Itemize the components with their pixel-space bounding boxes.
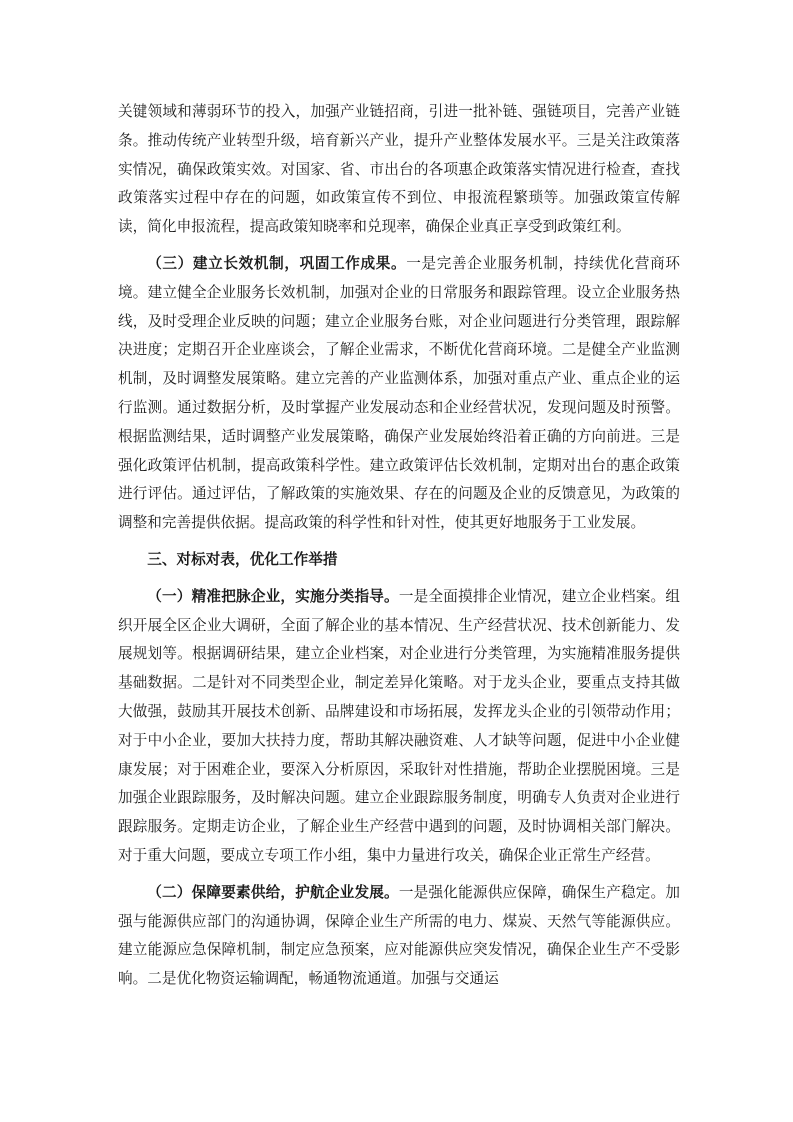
paragraph-long-term-mechanism xyxy=(118,250,680,538)
paragraph-text: 一是强化能源供应保障，确保生产稳定。加强与能源供应部门的沟通协调，保障企业生产所需的电力、煤炭、天然气等能源供应。建立能源应急保障机制，制定应急预案，应对能源供应突发情况，确保企业生产不受影响。二是优化物资运输调配，畅通物流通道。加强与交通运 xyxy=(118,883,681,988)
paragraph-factor-supply xyxy=(118,879,680,994)
paragraph-continued xyxy=(118,98,680,242)
paragraph-text: 关键领域和薄弱环节的投入，加强产业链招商，引进一批补链、强链项目，完善产业链条。推动传统产业转型升级，培育新兴产业，提升产业整体发展水平。三是关注政策落实情况，确保政策实效。对国家、省、市出台的各项惠企政策落实情况进行检查，查找政策落实过程中存在的问题，如政策宣传不到位、申报流程繁琐等。加强政策宣传解读，简化申报流程，提高政策知晓率和兑现率，确保企业真正享受到政策红利。 xyxy=(118,103,680,236)
paragraph-lead-heading: （二）保障要素供给，护航企业发展。 xyxy=(147,883,399,901)
paragraph-text: 一是全面摸排企业情况，建立企业档案。组织开展全区企业大调研，全面了解企业的基本情况、生产经营状况、技术创新能力、发展规划等。根据调研结果，建立企业档案，对企业进行分类管理，为实施精准服务提供基础数据。二是针对不同类型企业，制定差异化策略。对于龙头企业，要重点支持其做大做强，鼓励其开展技术创新、品牌建设和市场拓展，发挥龙头企业的引领带动作用；对于中小企业，要加大扶持力度，帮助其解决融资难、人才缺等问题，促进中小企业健康发展；对于困难企业，要深入分析原因，采取针对性措施，帮助企业摆脱困境。三是加强企业跟踪服务，及时解决问题。建立企业跟踪服务制度，明确专人负责对企业进行跟踪服务。定期走访企业，了解企业生产经营中遇到的问题，及时协调相关部门解决。对于重大问题，要成立专项工作小组，集中力量进行攻关，确保企业正常生产经营。 xyxy=(118,587,681,864)
section-heading: 三、对标对表，优化工作举措 xyxy=(147,550,338,568)
document-body xyxy=(118,98,680,1002)
paragraph-text: 一是完善企业服务机制，持续优化营商环境。建立健全企业服务长效机制，加强对企业的日常服务和跟踪管理。设立企业服务热线，及时受理企业反映的问题；建立企业服务台账，对企业问题进行分类管理，跟踪解决进度；定期召开企业座谈会，了解企业需求，不断优化营商环境。二是健全产业监测机制，及时调整发展策略。建立完善的产业监测体系，加强对重点产业、重点企业的运行监测。通过数据分析，及时掌握产业发展动态和企业经营状况，发现问题及时预警。根据监测结果，适时调整产业发展策略，确保产业发展始终沿着正确的方向前进。三是强化政策评估机制，提高政策科学性。建立政策评估长效机制，定期对出台的惠企政策进行评估。通过评估，了解政策的实施效果、存在的问题及企业的反馈意见，为政策的调整和完善提供依据。提高政策的科学性和针对性，使其更好地服务于工业发展。 xyxy=(118,254,680,532)
paragraph-lead-heading: （三）建立长效机制，巩固工作成果。 xyxy=(147,254,407,272)
paragraph-lead-heading: （一）精准把脉企业，实施分类指导。 xyxy=(147,587,399,605)
paragraph-precise-guidance xyxy=(118,583,680,871)
